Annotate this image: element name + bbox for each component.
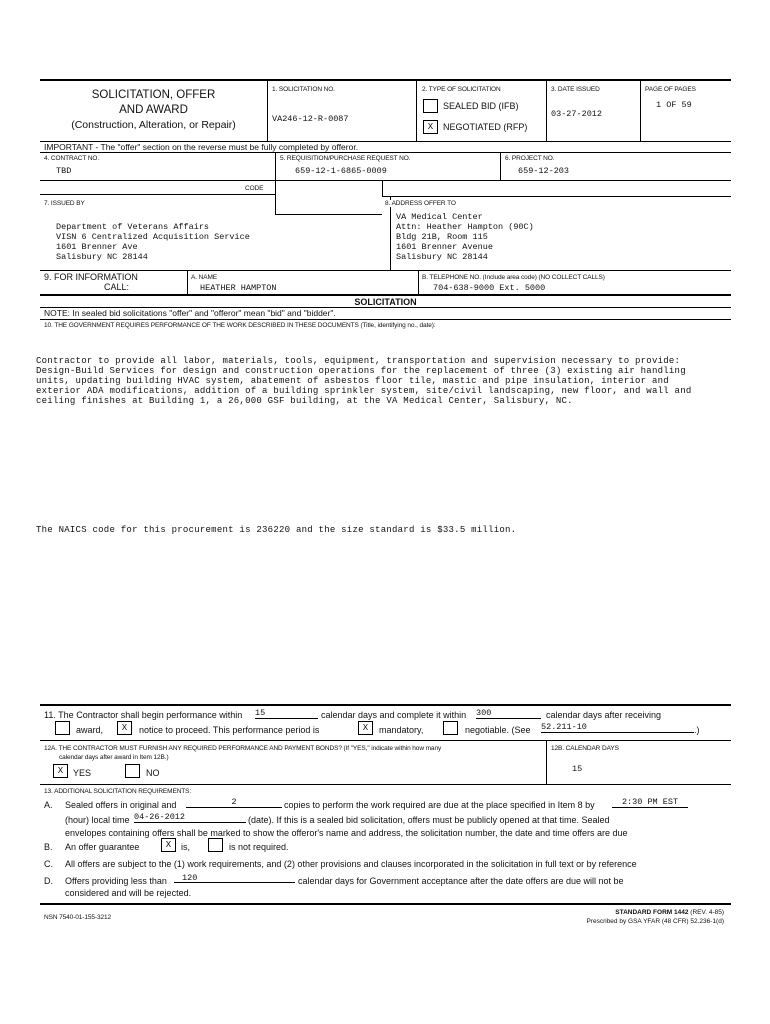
divider <box>382 180 383 196</box>
divider <box>40 294 731 296</box>
work-description-line: Design-Build Services for design and construction operations for the replacement of three (3) existing air handling <box>36 366 686 376</box>
for-information-label: 9. FOR INFORMATION <box>44 272 138 282</box>
divider <box>40 903 731 905</box>
divider <box>640 80 641 141</box>
item-13d-text: Offers providing less than <box>65 876 167 886</box>
divider <box>40 784 731 785</box>
negotiated-label: NEGOTIATED (RFP) <box>443 122 528 132</box>
solicitation-type-label: 2. TYPE OF SOLICITATION <box>422 86 501 93</box>
divider <box>187 270 188 294</box>
divider <box>546 80 547 141</box>
date-issued-value[interactable]: 03-27-2012 <box>551 109 603 119</box>
issued-by-line: Salisbury NC 28144 <box>56 252 148 262</box>
work-description-line: exterior ADA modifications, addition of a building sprinkler system, site/civil landscaping, new floor, and wall and <box>36 386 692 396</box>
item-12a-label-cont: calendar days after award in Item 12B.) <box>59 754 169 761</box>
complete-days-field[interactable]: 300 <box>476 708 541 719</box>
divider <box>40 270 731 271</box>
form-name: STANDARD FORM 1442 <box>615 909 689 916</box>
divider <box>382 196 731 197</box>
contact-name-label: A. NAME <box>191 274 218 281</box>
item-13c-text: All offers are subject to the (1) work requirements, and (2) other provisions and clauses incorporated in the solicitation in full text or by reference <box>65 859 637 869</box>
item-11-text: calendar days and complete it within <box>321 710 467 720</box>
sealed-bid-note: NOTE: In sealed bid solicitations "offer" and "offeror" mean "bid" and "bidder". <box>44 308 336 318</box>
mandatory-label: mandatory, <box>379 725 424 735</box>
divider <box>275 214 382 215</box>
form-revision: (REV. 4-85) <box>690 909 724 916</box>
item-13d-text: calendar days for Government acceptance after the date offers are due will not be <box>298 876 624 886</box>
nsn-number: NSN 7540-01-155-3212 <box>44 914 112 921</box>
divider <box>416 80 417 141</box>
item-11-text: calendar days after receiving <box>546 710 662 720</box>
item-10-label: 10. THE GOVERNMENT REQUIRES PERFORMANCE OF THE WORK DESCRIBED IN THESE DOCUMENTS (Title, identifying no., date): <box>44 322 436 329</box>
due-date-field[interactable]: 04-26-2012 <box>134 812 246 823</box>
divider <box>500 152 501 180</box>
issued-by-line: Department of Veterans Affairs <box>56 222 210 232</box>
divider <box>40 194 275 195</box>
solicitation-no-value[interactable]: VA246-12-R-0087 <box>272 114 349 124</box>
divider <box>390 196 391 270</box>
item-12b-label: 12B. CALENDAR DAYS <box>551 745 619 752</box>
code-label: CODE <box>245 185 264 192</box>
item-13a-text: (date). If this is a sealed bid solicitation, offers must be publicly opened at that time. Sealed <box>248 815 610 825</box>
work-description-line: Contractor to provide all labor, materials, tools, equipment, transportation and supervision necessary to provide: <box>36 356 681 366</box>
form-title-line3: (Construction, Alteration, or Repair) <box>71 119 236 131</box>
contract-no-value[interactable]: TBD <box>56 166 72 176</box>
requisition-no-label: 5. REQUISITION/PURCHASE REQUEST NO. <box>280 155 411 162</box>
top-border <box>40 79 731 81</box>
important-note: IMPORTANT - The "offer" section on the reverse must be fully completed by offeror. <box>44 142 359 152</box>
negotiable-checkbox[interactable] <box>443 721 458 735</box>
bonds-no-label: NO <box>146 768 160 778</box>
guarantee-not-checkbox[interactable] <box>208 838 223 852</box>
page-of-pages-value: 1 OF 59 <box>656 100 692 110</box>
issued-by-label: 7. ISSUED BY <box>44 200 85 207</box>
divider <box>40 152 731 153</box>
copies-field[interactable]: 2 <box>186 797 282 808</box>
project-no-label: 6. PROJECT NO. <box>505 155 555 162</box>
divider <box>267 80 268 141</box>
form-title-line2: AND AWARD <box>119 104 188 116</box>
divider <box>546 740 547 784</box>
address-offer-label: 8. ADDRESS OFFER TO <box>385 200 456 207</box>
solicitation-heading: SOLICITATION <box>354 297 417 307</box>
page-of-pages-label: PAGE OF PAGES <box>645 86 696 93</box>
sealed-bid-label: SEALED BID (IFB) <box>443 101 519 111</box>
divider <box>40 740 731 741</box>
issued-by-line: 1601 Brenner Ave <box>56 242 138 252</box>
requisition-no-value[interactable]: 659-12-1-6865-0009 <box>295 166 387 176</box>
award-label: award, <box>76 725 104 735</box>
divider <box>40 704 731 706</box>
negotiated-checkbox[interactable]: X <box>423 120 438 134</box>
telephone-value[interactable]: 704-638-9000 Ext. 5000 <box>433 283 546 293</box>
guarantee-is-label: is, <box>181 842 190 852</box>
item-13b-letter: B. <box>44 842 53 852</box>
calendar-days-value[interactable]: 15 <box>572 764 583 774</box>
address-offer-line: VA Medical Center <box>396 212 483 222</box>
sealed-bid-checkbox[interactable] <box>423 99 438 113</box>
see-close: .) <box>694 725 700 735</box>
address-offer-line: 1601 Brenner Avenue <box>396 242 493 252</box>
item-13a-text: (hour) local time <box>65 815 130 825</box>
work-description-line: units, updating building HVAC system, abatement of asbestos floor tile, mastic and pipe insulation, interior and <box>36 376 669 386</box>
guarantee-is-checkbox[interactable]: X <box>161 838 176 852</box>
item-13b-text: An offer guarantee <box>65 842 140 852</box>
award-checkbox[interactable] <box>55 721 70 735</box>
notice-to-proceed-label: notice to proceed. This performance period is <box>139 725 320 735</box>
begin-days-field[interactable]: 15 <box>255 708 318 719</box>
issued-by-line: VISN 6 Centralized Acquisition Service <box>56 232 250 242</box>
divider <box>40 319 731 320</box>
item-13a-text: copies to perform the work required are due at the place specified in Item 8 by <box>284 800 595 810</box>
due-time-field[interactable]: 2:30 PM EST <box>612 797 688 808</box>
date-issued-label: 3. DATE ISSUED <box>551 86 600 93</box>
item-13a-text: envelopes containing offers shall be marked to show the offeror's name and address, the solicitation number, the date and time offers are due <box>65 828 628 838</box>
call-label: CALL: <box>104 282 130 292</box>
address-offer-line: Salisbury NC 28144 <box>396 252 488 262</box>
divider <box>40 180 731 181</box>
divider <box>418 270 419 294</box>
item-13d-text: considered and will be rejected. <box>65 888 192 898</box>
see-clause-field[interactable]: 52.211-10 <box>541 722 694 733</box>
negotiable-label: negotiable. (See <box>465 725 531 735</box>
notice-to-proceed-checkbox[interactable]: X <box>117 721 132 735</box>
item-13-label: 13. ADDITIONAL SOLICITATION REQUIREMENTS: <box>44 788 192 795</box>
prescribed-by: Prescribed by GSA YFAR (48 CFR) 52.236-1(d) <box>586 918 724 925</box>
guarantee-not-label: is not required. <box>229 842 289 852</box>
address-offer-line: Bldg 21B, Room 115 <box>396 232 488 242</box>
naics-statement: The NAICS code for this procurement is 236220 and the size standard is $33.5 million. <box>36 525 517 535</box>
form-identifier <box>615 909 724 916</box>
mandatory-checkbox[interactable]: X <box>358 721 373 735</box>
divider <box>275 152 276 214</box>
telephone-label: B. TELEPHONE NO. (Include area code) (NO COLLECT CALLS) <box>422 274 605 281</box>
solicitation-no-label: 1. SOLICITATION NO. <box>272 86 335 93</box>
item-11-text: 11. The Contractor shall begin performance within <box>44 710 243 720</box>
contract-no-label: 4. CONTRACT NO. <box>44 155 100 162</box>
work-description-line: ceiling finishes at Building 1, a 26,000 GSF building, at the VA Medical Center, Salisbury, NC. <box>36 396 573 406</box>
item-13a-letter: A. <box>44 800 53 810</box>
contact-name-value[interactable]: HEATHER HAMPTON <box>200 283 277 293</box>
bonds-yes-label: YES <box>73 768 92 778</box>
bonds-no-checkbox[interactable] <box>125 764 140 778</box>
item-13d-letter: D. <box>44 876 53 886</box>
project-no-value[interactable]: 659-12-203 <box>518 166 570 176</box>
address-offer-line: Attn: Heather Hampton (90C) <box>396 222 534 232</box>
bonds-yes-checkbox[interactable]: X <box>53 764 68 778</box>
item-12a-label: 12A. THE CONTRACTOR MUST FURNISH ANY REQUIRED PERFORMANCE AND PAYMENT BONDS? (If "YES," indicate within how many <box>44 745 442 752</box>
acceptance-days-field[interactable]: 120 <box>174 873 295 883</box>
form-title-line1: SOLICITATION, OFFER <box>91 89 216 101</box>
item-13c-letter: C. <box>44 859 53 869</box>
item-13a-text: Sealed offers in original and <box>65 800 177 810</box>
